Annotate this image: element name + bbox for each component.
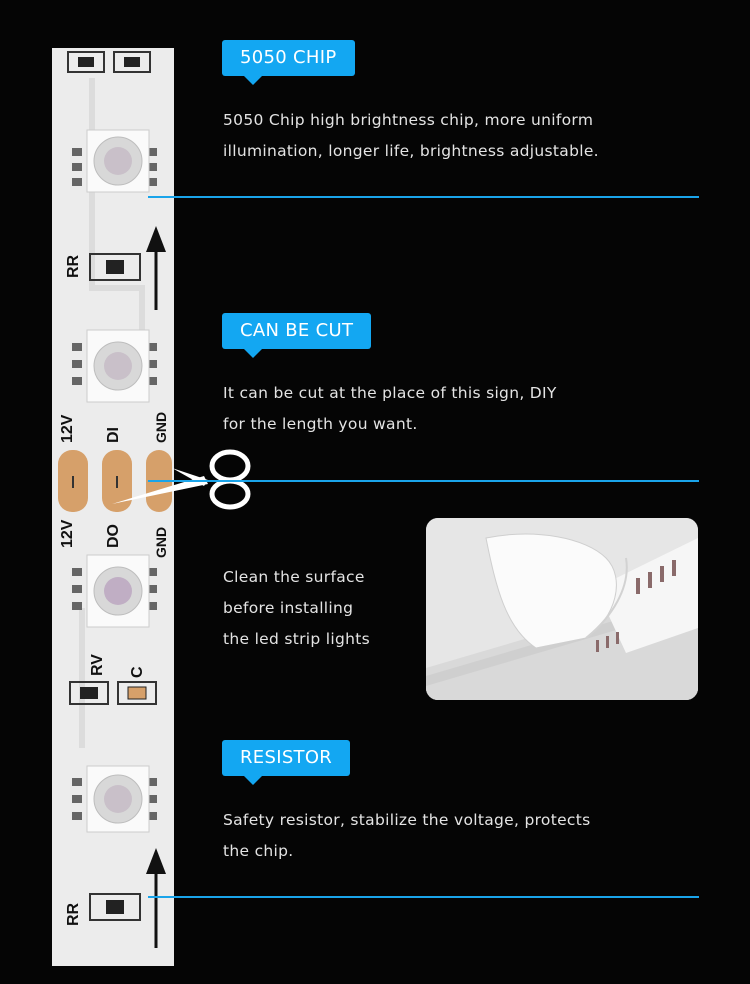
rr-bottom-label: RR (65, 902, 82, 926)
led-chip-icon (72, 330, 157, 402)
adhesive-tape-drawing (426, 518, 698, 700)
pointer-line-resistor (148, 896, 699, 898)
resistor-description (223, 805, 591, 867)
chip-badge: 5050 CHIP (222, 40, 355, 76)
cut-description-line: It can be cut at the place of this sign, DIY (223, 384, 557, 402)
chip-description-line: 5050 Chip high brightness chip, more uniform (223, 111, 594, 129)
surface-description-line: Clean the surface (223, 568, 365, 586)
c-label: C (129, 666, 146, 678)
gnd-bottom-label: GND (153, 526, 169, 558)
led-chip-icon (72, 766, 157, 832)
do-label: DO (105, 524, 122, 548)
cut-description-line: for the length you want. (223, 415, 418, 433)
12v-top-label: 12V (59, 414, 76, 443)
12v-bottom-label: 12V (59, 519, 76, 548)
rv-label: RV (89, 654, 106, 676)
surface-description (223, 562, 370, 655)
surface-description-line: the led strip lights (223, 630, 370, 648)
cut-badge: CAN BE CUT (222, 313, 371, 349)
chip-description-line: illumination, longer life, brightness adjustable. (223, 142, 599, 160)
gnd-top-label: GND (153, 411, 169, 443)
pointer-line-cut (148, 480, 699, 482)
di-label: DI (105, 427, 122, 443)
resistor-icon (68, 52, 150, 72)
resistor-description-line: Safety resistor, stabilize the voltage, protects (223, 811, 591, 829)
rr-top-label: RR (65, 254, 82, 278)
adhesive-tape-image (426, 518, 698, 700)
arrow-up-icon (146, 226, 166, 310)
resistor-description-line: the chip. (223, 842, 294, 860)
led-chip-icon (72, 130, 157, 192)
resistor-badge: RESISTOR (222, 740, 350, 776)
cut-description (223, 378, 557, 440)
surface-description-line: before installing (223, 599, 354, 617)
pointer-line-chip (148, 196, 699, 198)
arrow-up-icon (146, 848, 166, 948)
chip-description (223, 105, 599, 167)
